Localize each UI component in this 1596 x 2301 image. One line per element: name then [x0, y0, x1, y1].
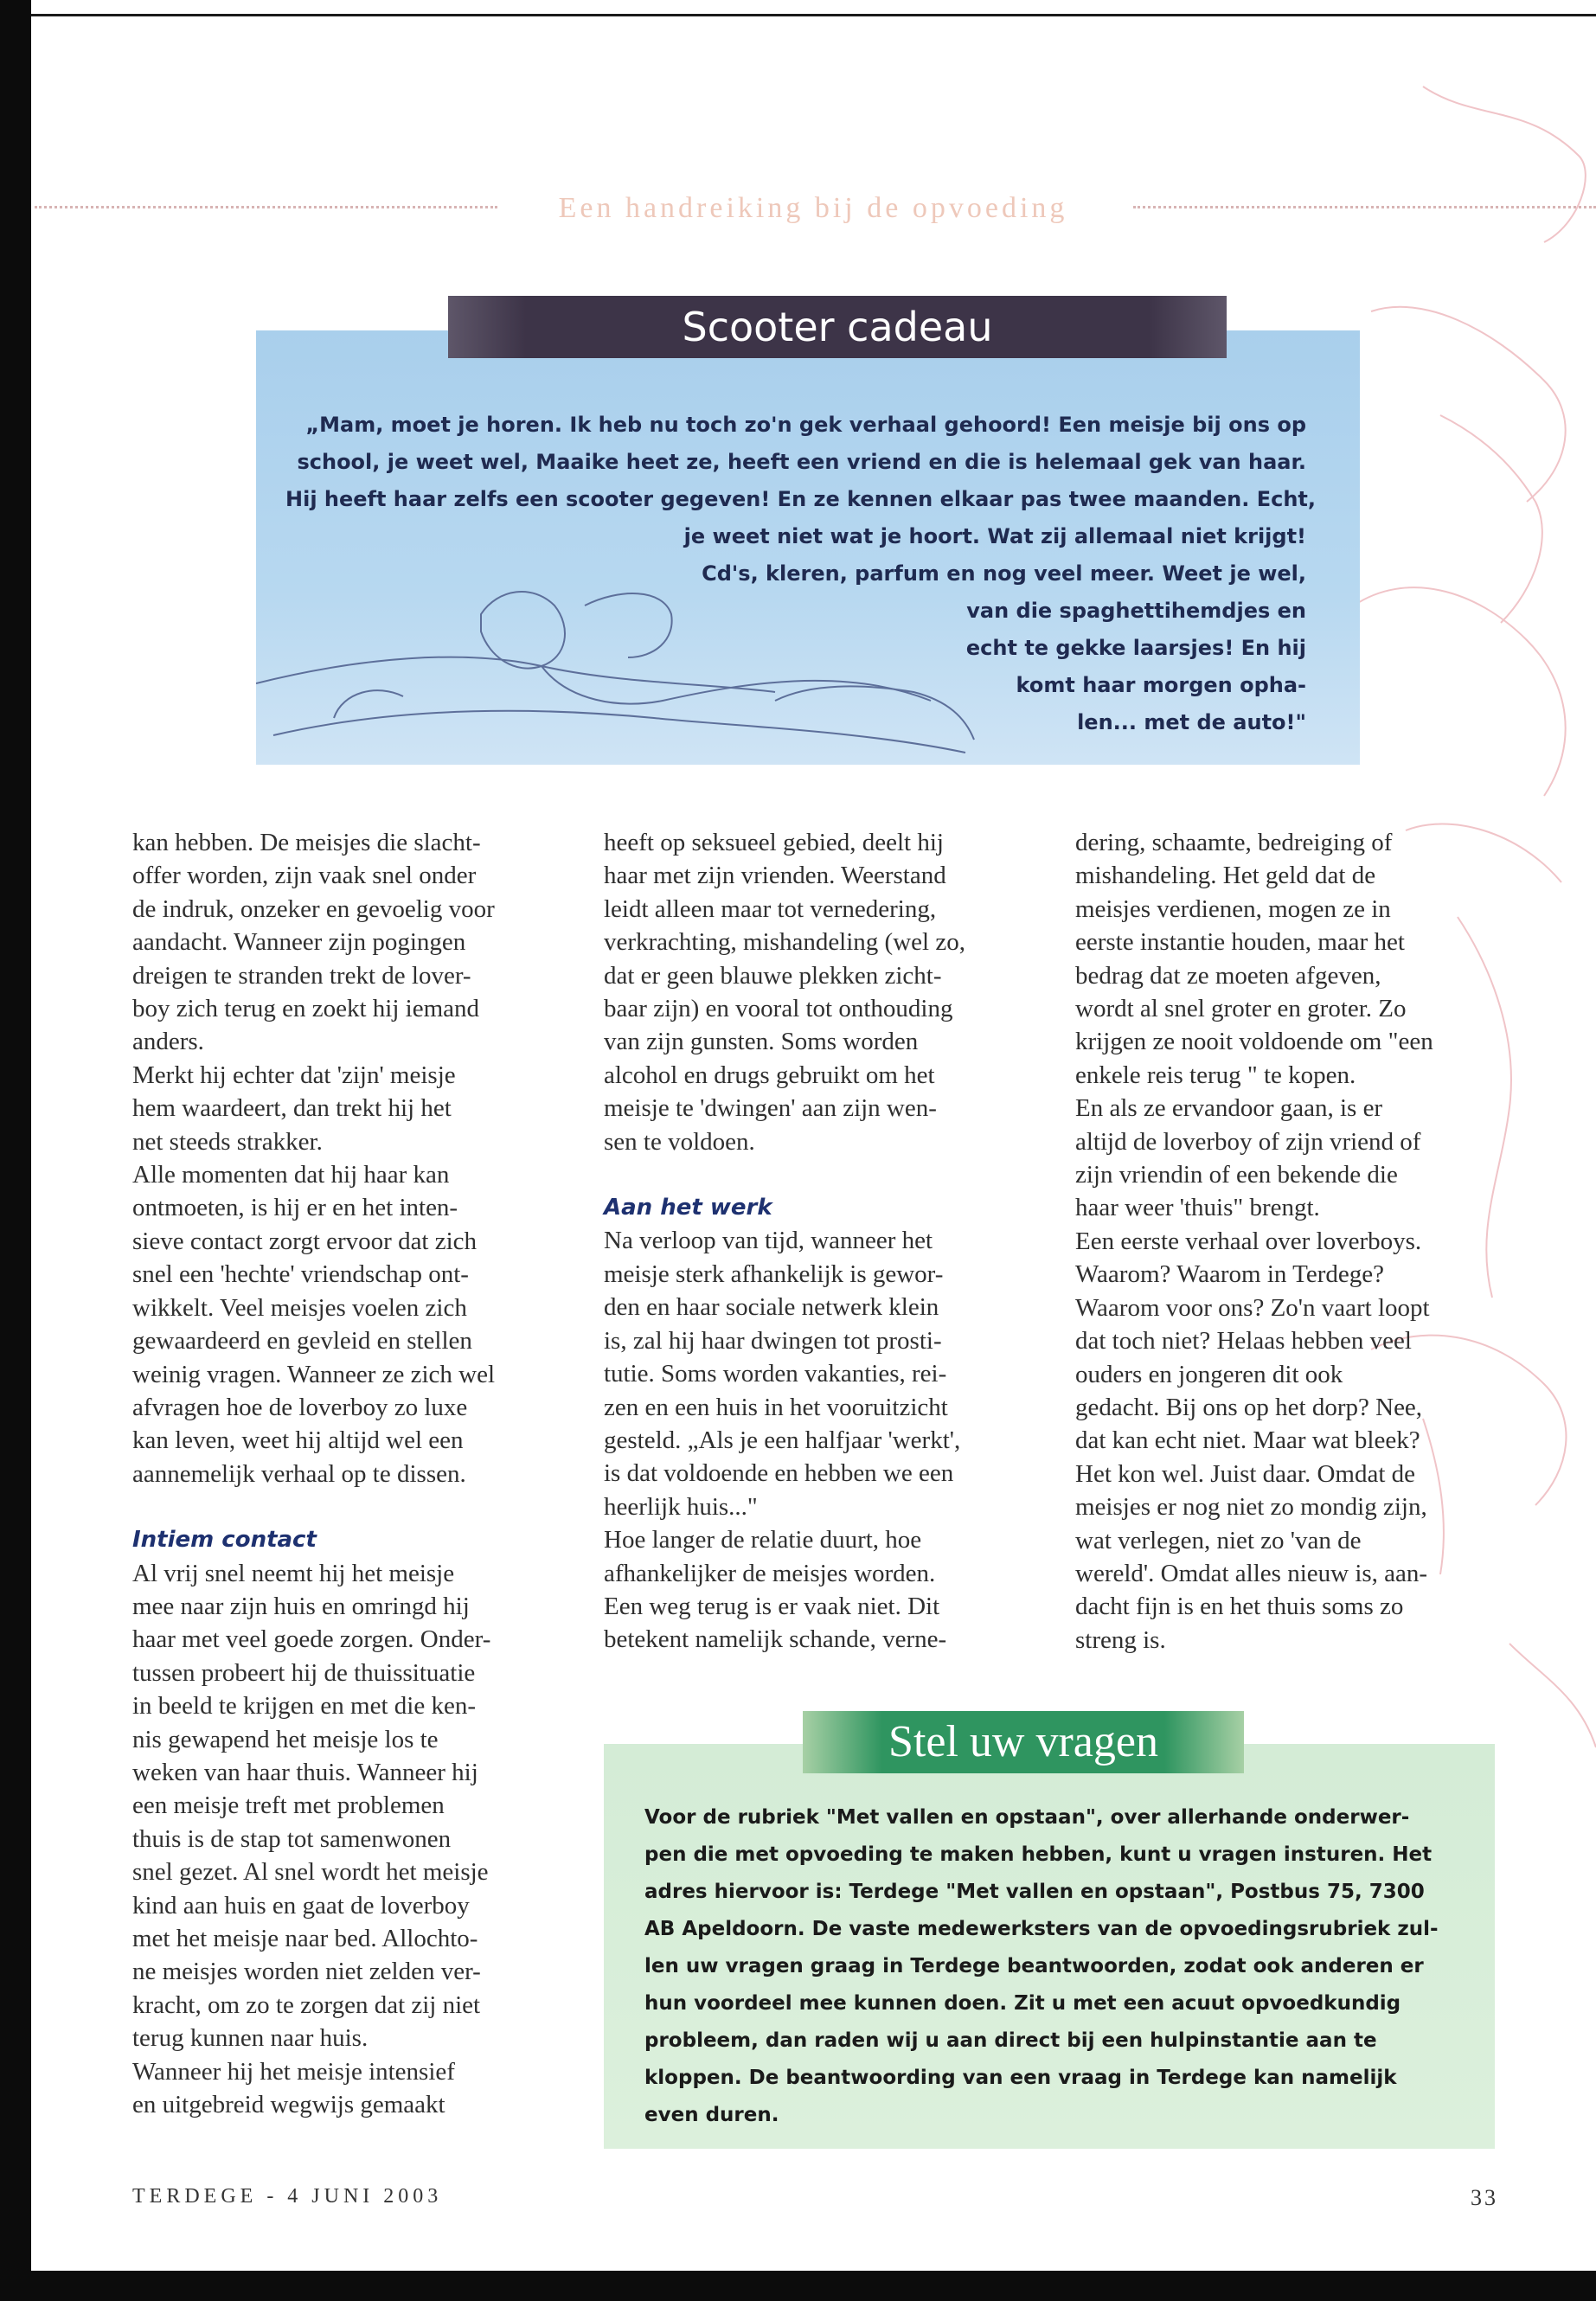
text-line: heeft op seksueel gebied, deelt hij — [604, 829, 944, 856]
text-line: Na verloop van tijd, wanneer het — [604, 1227, 933, 1255]
text-line: boy zich terug en zoekt hij iemand — [132, 995, 480, 1023]
text-line: wat verlegen, niet zo 'van de — [1075, 1526, 1362, 1554]
text-line: dering, schaamte, bedreiging of — [1075, 829, 1393, 856]
article-column-1 — [132, 826, 565, 2121]
questions-line: hun voordeel mee kunnen doen. Zit u met een acuut opvoedkundig — [644, 1992, 1401, 2015]
questions-line: Voor de rubriek "Met vallen en opstaan", over allerhande onderwer- — [644, 1806, 1410, 1829]
paragraph — [132, 1158, 565, 1490]
questions-line: len uw vragen graag in Terdege beantwoorden, zodat ook anderen er — [644, 1955, 1424, 1977]
text-line: gewaardeerd en gevleid en stellen — [132, 1327, 472, 1356]
text-line: zen en een huis in het vooruitzicht — [604, 1393, 948, 1421]
story-line: komt haar morgen opha- — [1016, 673, 1306, 697]
paragraph — [1075, 826, 1508, 1092]
series-title: Een handreiking bij de opvoeding — [558, 192, 1068, 224]
text-line: snel gezet. Al snel wordt het meisje — [132, 1858, 489, 1887]
subhead-aan-het-werk: Aan het werk — [604, 1195, 772, 1221]
text-line: snel een 'hechte' vriendschap ont- — [132, 1260, 469, 1289]
text-line: kind aan huis en gaat de loverboy — [132, 1891, 470, 1920]
text-line: ouders en jongeren dit ook — [1075, 1360, 1343, 1388]
text-line: altijd de loverboy of zijn vriend of — [1075, 1127, 1421, 1156]
scooter-box-title: Scooter cadeau — [448, 296, 1227, 358]
paragraph — [132, 2055, 565, 2122]
text-line: en uitgebreid wegwijs gemaakt — [132, 2091, 445, 2119]
paragraph — [132, 826, 565, 1059]
text-line: net steeds strakker. — [132, 1127, 323, 1156]
story-line: len... met de auto!" — [1077, 710, 1306, 734]
subhead-intiem-contact: Intiem contact — [132, 1527, 317, 1554]
text-line: meisjes er nog niet zo mondig zijn, — [1075, 1493, 1427, 1522]
text-line: mishandeling. Het geld dat de — [1075, 862, 1376, 890]
text-line: dat er geen blauwe plekken zicht- — [604, 961, 942, 990]
text-line: van zijn gunsten. Soms worden — [604, 1028, 919, 1056]
questions-line: adres hiervoor is: Terdege "Met vallen en opstaan", Postbus 75, 7300 — [644, 1881, 1425, 1903]
text-line: zijn vriendin of een bekende die — [1075, 1161, 1398, 1189]
story-line: echt te gekke laarsjes! En hij — [965, 636, 1306, 660]
text-line: Het kon wel. Juist daar. Omdat de — [1075, 1459, 1416, 1488]
text-line: Wanneer hij het meisje intensief — [132, 2057, 455, 2086]
paragraph — [1075, 1092, 1508, 1225]
text-line: haar met zijn vrienden. Weerstand — [604, 862, 946, 890]
text-line: eerste instantie houden, maar het — [1075, 928, 1405, 957]
text-line: wikkelt. Veel meisjes voelen zich — [132, 1293, 467, 1322]
text-line: sieve contact zorgt ervoor dat zich — [132, 1227, 478, 1255]
text-line: hem waardeert, dan trekt hij het — [132, 1094, 452, 1123]
text-line: kan hebben. De meisjes die slacht- — [132, 829, 481, 856]
text-line: een meisje treft met problemen — [132, 1791, 445, 1820]
paragraph — [604, 826, 1036, 1158]
paragraph — [604, 1224, 1036, 1523]
text-line: nis gewapend het meisje los te — [132, 1725, 439, 1753]
text-line: weken van haar thuis. Wanneer hij — [132, 1758, 478, 1786]
text-line: baar zijn) en vooral tot onthouding — [604, 995, 953, 1023]
footer-publication: TERDEGE - 4 JUNI 2003 — [132, 2185, 443, 2208]
questions-line: AB Apeldoorn. De vaste medewerksters van de opvoedingsrubriek zul- — [644, 1918, 1439, 1940]
text-line: gedacht. Bij ons op het dorp? Nee, — [1075, 1393, 1423, 1421]
paragraph — [1075, 1225, 1508, 1657]
page-number: 33 — [1471, 2185, 1498, 2210]
text-line: alcohol en drugs gebruikt om het — [604, 1061, 935, 1089]
text-line: afhankelijker de meisjes worden. — [604, 1559, 936, 1587]
text-line: Waarom? Waarom in Terdege? — [1075, 1260, 1384, 1289]
text-line: dat kan echt niet. Maar wat bleek? — [1075, 1426, 1420, 1455]
scooter-story-text — [285, 407, 1317, 744]
questions-line: even duren. — [644, 2104, 779, 2126]
questions-line: probleem, dan raden wij u aan direct bij een hulpinstantie aan te — [644, 2029, 1377, 2052]
text-line: betekent namelijk schande, verne- — [604, 1625, 947, 1654]
text-line: haar weer 'thuis" brengt. — [1075, 1194, 1320, 1222]
text-line: meisjes verdienen, mogen ze in — [1075, 894, 1391, 923]
text-line: ontmoeten, is hij er en het inten- — [132, 1194, 458, 1222]
scan-edge-bottom — [31, 2271, 1596, 2301]
story-line: school, je weet wel, Maaike heet ze, heeft een vriend en die is helemaal gek van haar. — [297, 450, 1306, 474]
text-line: Merkt hij echter dat 'zijn' meisje — [132, 1061, 456, 1089]
story-line: „Mam, moet je horen. Ik heb nu toch zo'n gek verhaal gehoord! Een meisje bij ons op — [305, 413, 1306, 437]
text-line: dat toch niet? Helaas hebben veel — [1075, 1327, 1412, 1356]
text-line: kan leven, weet hij altijd wel een — [132, 1426, 464, 1455]
scan-edge-top — [31, 14, 1596, 16]
text-line: wereld'. Omdat alles nieuw is, aan- — [1075, 1559, 1428, 1587]
text-line: thuis is de stap tot samenwonen — [132, 1824, 452, 1853]
text-line: dacht fijn is en het thuis soms zo — [1075, 1593, 1404, 1621]
text-line: Alle momenten dat hij haar kan — [132, 1161, 450, 1189]
text-line: tutie. Soms worden vakanties, rei- — [604, 1360, 947, 1388]
questions-line: kloppen. De beantwoording van een vraag in Terdege kan namelijk — [644, 2067, 1397, 2089]
text-line: aandacht. Wanneer zijn pogingen — [132, 928, 466, 957]
story-line: van die spaghettihemdjes en — [966, 599, 1306, 623]
text-line: gesteld. „Als je een halfjaar 'werkt', — [604, 1426, 961, 1454]
article-column-2 — [604, 826, 1036, 1657]
text-line: enkele reis terug " te kopen. — [1075, 1061, 1356, 1089]
text-line: ne meisjes worden niet zelden ver- — [132, 1958, 481, 1986]
text-line: verkrachting, mishandeling (wel zo, — [604, 928, 965, 957]
text-line: afvragen hoe de loverboy zo luxe — [132, 1393, 468, 1421]
article-column-3 — [1075, 826, 1508, 1657]
text-line: den en haar sociale netwerk klein — [604, 1293, 939, 1322]
text-line: is dat voldoende en hebben we een — [604, 1459, 954, 1488]
text-line: in beeld te krijgen en met die ken- — [132, 1692, 476, 1721]
text-line: meisje sterk afhankelijk is gewor- — [604, 1259, 944, 1288]
text-line: leidt alleen maar tot vernedering, — [604, 894, 937, 923]
story-line: Hij heeft haar zelfs een scooter gegeven! En ze kennen elkaar pas twee maanden. Echt, — [285, 487, 1317, 511]
text-line: Hoe langer de relatie duurt, hoe — [604, 1526, 922, 1554]
text-line: is, zal hij haar dwingen tot prosti- — [604, 1326, 942, 1355]
text-line: weinig vragen. Wanneer ze zich wel — [132, 1360, 496, 1388]
text-line: En als ze ervandoor gaan, is er — [1075, 1094, 1383, 1123]
text-line: Al vrij snel neemt hij het meisje — [132, 1559, 455, 1587]
text-line: meisje te 'dwingen' aan zijn wen- — [604, 1094, 937, 1123]
text-line: streng is. — [1075, 1625, 1166, 1654]
paragraph — [132, 1557, 565, 2055]
text-line: haar met veel goede zorgen. Onder- — [132, 1625, 491, 1654]
story-line: Cd's, kleren, parfum en nog veel meer. Weet je wel, — [702, 561, 1306, 586]
text-line: sen te voldoen. — [604, 1127, 755, 1156]
questions-box-text — [644, 1799, 1475, 2134]
text-line: kracht, om zo te zorgen dat zij niet — [132, 1990, 481, 2019]
paragraph — [604, 1523, 1036, 1657]
text-line: mee naar zijn huis en omringd hij — [132, 1592, 470, 1620]
text-line: Een eerste verhaal over loverboys. — [1075, 1227, 1422, 1255]
text-line: Waarom voor ons? Zo'n vaart loopt — [1075, 1293, 1430, 1322]
paragraph — [132, 1059, 565, 1158]
text-line: met het meisje naar bed. Allochto- — [132, 1925, 478, 1952]
text-line: tussen probeert hij de thuissituatie — [132, 1658, 476, 1687]
text-line: de indruk, onzeker en gevoelig voor — [132, 894, 495, 923]
text-line: wordt al snel groter en groter. Zo — [1075, 995, 1407, 1023]
text-line: terug kunnen naar huis. — [132, 2024, 369, 2053]
header-dotted-rule-right — [1133, 206, 1596, 208]
questions-line: pen die met opvoeding te maken hebben, kunt u vragen insturen. Het — [644, 1843, 1433, 1866]
text-line: Een weg terug is er vaak niet. Dit — [604, 1592, 940, 1620]
text-line: aannemelijk verhaal op te dissen. — [132, 1459, 466, 1488]
text-line: krijgen ze nooit voldoende om "een — [1075, 1028, 1433, 1056]
text-line: bedrag dat ze moeten afgeven, — [1075, 961, 1381, 990]
questions-box-title: Stel uw vragen — [803, 1711, 1244, 1773]
text-line: dreigen te stranden trekt de lover- — [132, 961, 471, 990]
text-line: anders. — [132, 1028, 204, 1056]
text-line: offer worden, zijn vaak snel onder — [132, 862, 477, 890]
story-line: je weet niet wat je hoort. Wat zij allemaal niet krijgt! — [683, 524, 1306, 548]
scan-edge-left — [0, 0, 31, 2301]
header-dotted-rule-left — [35, 206, 497, 208]
text-line: heerlijk huis..." — [604, 1492, 758, 1521]
